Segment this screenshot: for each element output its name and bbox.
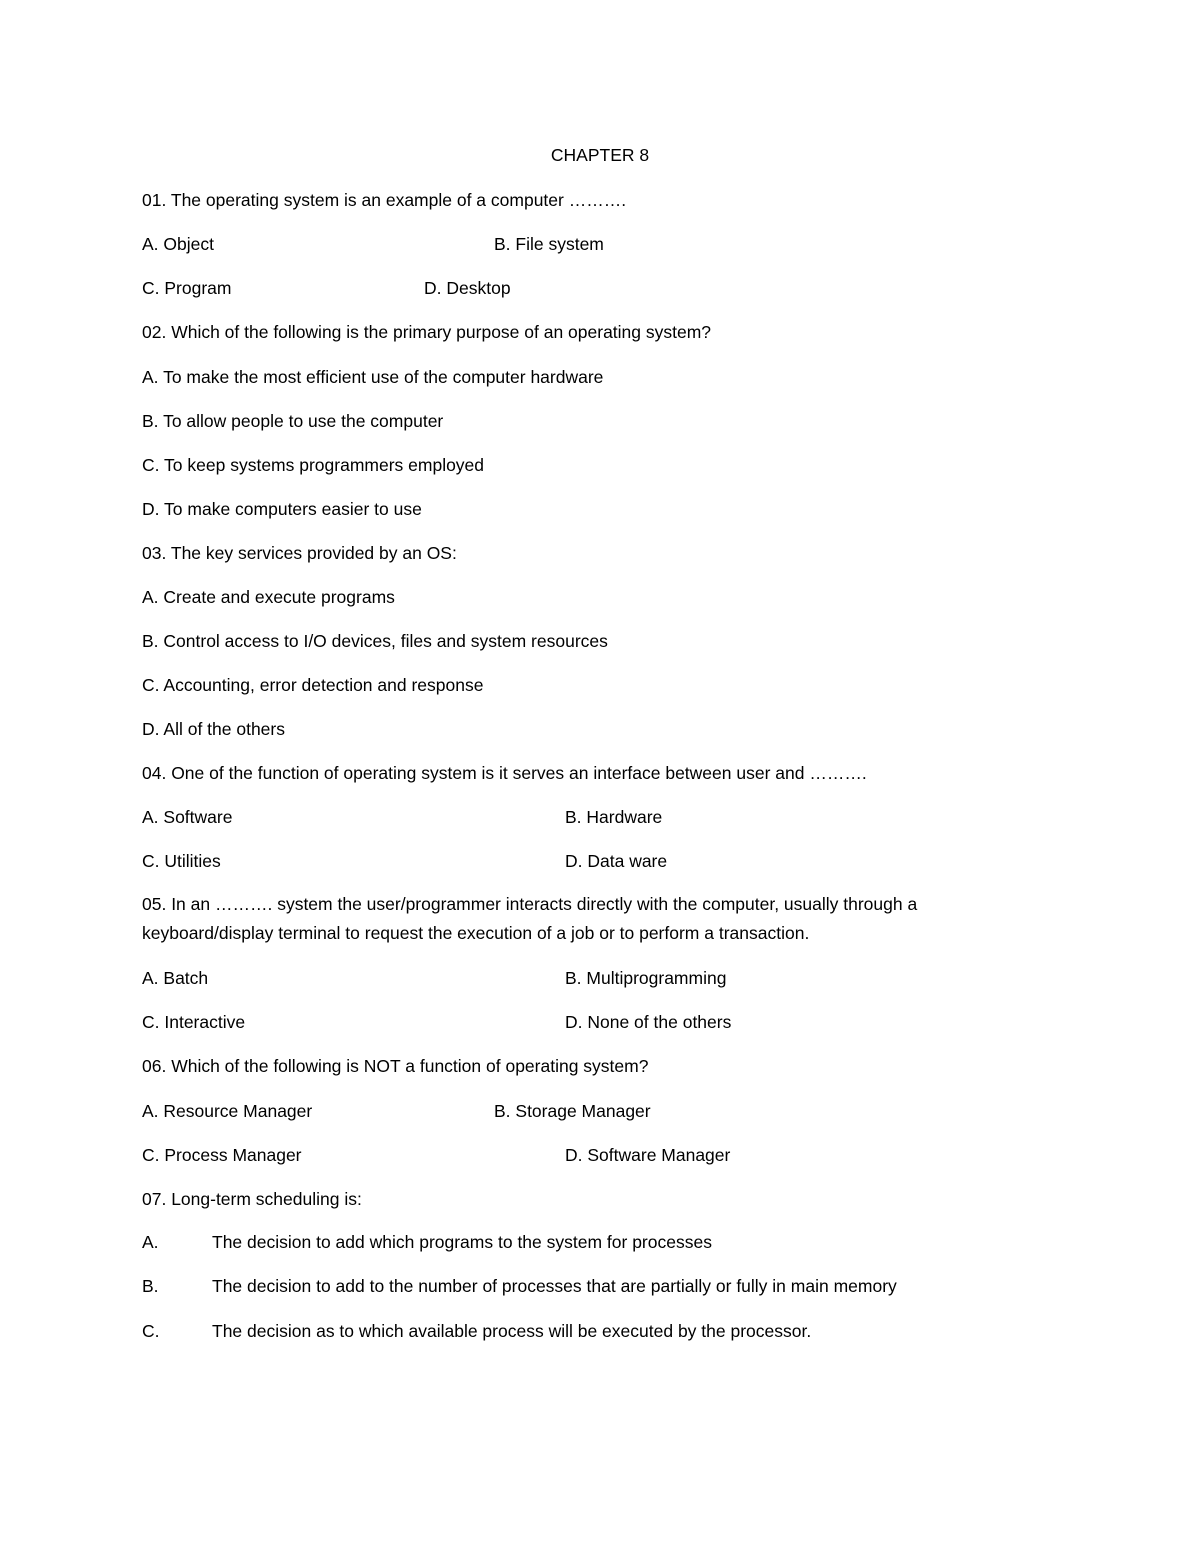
q6-option-c: C. Process Manager bbox=[142, 1145, 302, 1165]
q6-option-d: D. Software Manager bbox=[565, 1145, 731, 1165]
q5-option-c: C. Interactive bbox=[142, 1012, 246, 1032]
q5-option-b: B. Multiprogramming bbox=[565, 968, 727, 988]
q2-option-b: B. To allow people to use the computer bbox=[142, 411, 444, 431]
q7-option-c-letter: C. bbox=[142, 1321, 160, 1341]
question-5: 05. In an ………. system the user/programmer interacts directly with the computer, usually through a keyboard/display terminal to request the execution of a job or to perform a transaction. bbox=[142, 894, 918, 943]
q3-option-a: A. Create and execute programs bbox=[142, 587, 395, 607]
q7-option-b-letter: B. bbox=[142, 1276, 159, 1296]
chapter-title: CHAPTER 8 bbox=[550, 145, 650, 165]
q4-option-b: B. Hardware bbox=[565, 807, 663, 827]
question-3: 03. The key services provided by an OS: bbox=[142, 543, 457, 563]
q4-option-a: A. Software bbox=[142, 807, 233, 827]
question-4: 04. One of the function of operating system is it serves an interface between user and ………. bbox=[142, 763, 867, 783]
q4-option-d: D. Data ware bbox=[565, 851, 668, 871]
q6-option-a: A. Resource Manager bbox=[142, 1101, 313, 1121]
q1-option-b: B. File system bbox=[494, 234, 604, 254]
q7-option-b-text: The decision to add to the number of processes that are partially or fully in main memory bbox=[212, 1276, 897, 1296]
q7-option-a-text: The decision to add which programs to the system for processes bbox=[212, 1232, 712, 1252]
q5-option-d: D. None of the others bbox=[565, 1012, 732, 1032]
q3-option-d: D. All of the others bbox=[142, 719, 285, 739]
q3-option-c: C. Accounting, error detection and response bbox=[142, 675, 484, 695]
q7-option-c-text: The decision as to which available process will be executed by the processor. bbox=[212, 1321, 812, 1341]
question-2: 02. Which of the following is the primary purpose of an operating system? bbox=[142, 322, 712, 342]
q7-option-a-letter: A. bbox=[142, 1232, 159, 1252]
q1-option-a: A. Object bbox=[142, 234, 214, 254]
q2-option-a: A. To make the most efficient use of the computer hardware bbox=[142, 367, 604, 387]
q2-option-d: D. To make computers easier to use bbox=[142, 499, 422, 519]
q6-option-b: B. Storage Manager bbox=[494, 1101, 651, 1121]
q1-option-c: C. Program bbox=[142, 278, 232, 298]
q5-option-a: A. Batch bbox=[142, 968, 209, 988]
q4-option-c: C. Utilities bbox=[142, 851, 221, 871]
question-7: 07. Long-term scheduling is: bbox=[142, 1189, 362, 1209]
question-1: 01. The operating system is an example of a computer ………. bbox=[142, 190, 627, 210]
q3-option-b: B. Control access to I/O devices, files and system resources bbox=[142, 631, 608, 651]
q1-option-d: D. Desktop bbox=[424, 278, 511, 298]
question-6: 06. Which of the following is NOT a function of operating system? bbox=[142, 1056, 649, 1076]
q2-option-c: C. To keep systems programmers employed bbox=[142, 455, 485, 475]
